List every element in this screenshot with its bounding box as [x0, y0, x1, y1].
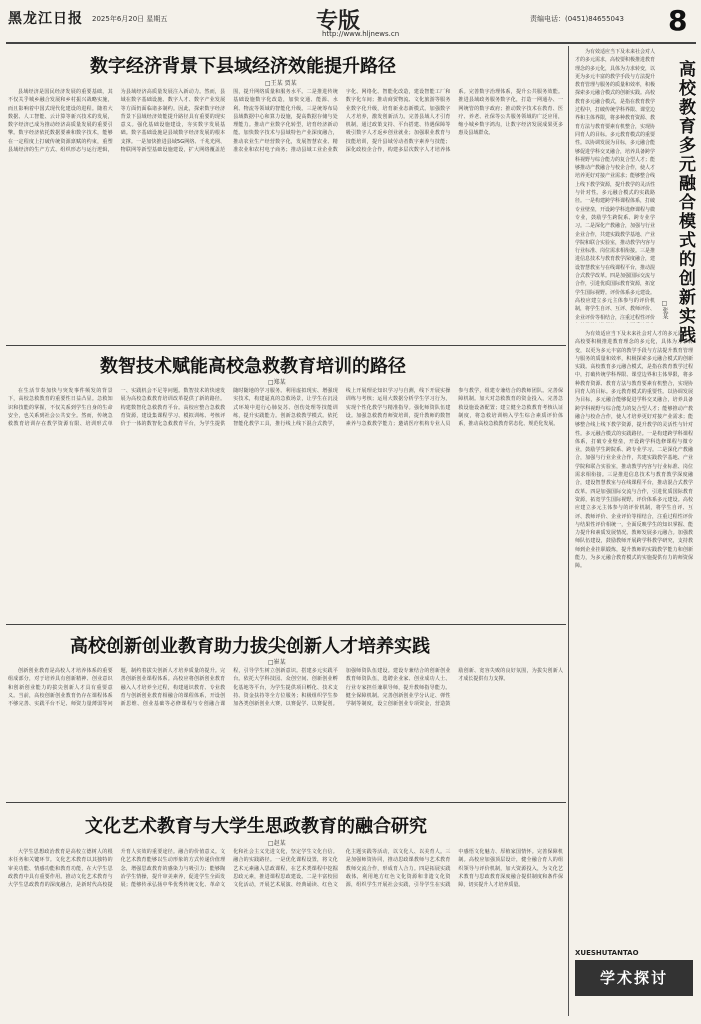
article-2-body-bottom [575, 330, 693, 940]
article-4-title: 高校创新创业教育助力拔尖创新人才培养实践 [70, 636, 430, 657]
section-title: 专版 [316, 8, 361, 34]
article-5-byline: □赵某 [268, 840, 286, 847]
article-2-byline: □张某 [661, 300, 668, 319]
article-5-title: 文化艺术教育与大学生思政教育的融合研究 [85, 816, 427, 837]
article-5-text: 大学生思想政治教育是高校立德树人的根本任务和关键环节。文化艺术教育以其独特的审美功能、情感功能和教育功能，在大学生思政教育中具有重要作用。推动文化艺术教育与大学生思政教育的深度融合，是新时代高校提升育人实效的重要途径。融合的价值意义。文化艺术教育能够以生动形象的方式传递价值理念，增强思政教育的感染力与吸引力；能够陶冶学生情操，提升审美素养，促进学生全面发展；能够传承弘扬中华优秀传统文化、革命文化和社会主义先进文化，坚定学生文化自信。融合的实践路径。一是优化课程设置，将文化艺术元素融入思政课程，在艺术类课程中挖掘思政元素，推进课程思政建设。二是丰富校园文化活动，开展艺术展演、经典诵读、红色文化主题实践等活动，以文化人、以美育人。三是加强师资协同，推动思政课教师与艺术教育教师交流合作，形成育人合力。四是拓展实践载体，利用地方红色文化资源和非遗文化资源，组织学生开展社会实践，引导学生在实践中感悟文化魅力、厚植家国情怀。完善保障机制。高校应加强顶层设计，健全融合育人的组织领导与评价机制，加大资源投入，为文化艺术教育与思政教育深度融合提供制度和条件保障，切实提升人才培养质量。 [8, 849, 563, 889]
divider [6, 802, 566, 803]
masthead [0, 0, 701, 46]
editor-phone: 责编电话：(0451)84655043 [530, 15, 624, 23]
divider [6, 345, 566, 346]
article-1-byline: □王某 贾某 [265, 80, 297, 87]
article-4-byline: □崔某 [268, 659, 286, 666]
article-2-title: 高校教育多元融合模式的创新实践 [675, 60, 695, 345]
masthead-divider [6, 42, 696, 44]
column-divider [568, 46, 569, 1016]
article-2-text: 为有效适应当下及未来社会对人才的多元需求，高校要积极推进教育理念的多元化，具体为力求转变，以更为多元丰富的教学手段与方法提升教育管理与服务的质量和效率，积极探索多元融合模式的创新实践。高校教育多元融合模式，是指在教育教学过程中，打破传统学科界限、课堂边界和主体界限，将多种教育资源、教育方法与教育要素有机整合，实现协同育人的目标。多元教育模式的重要性。以协调发展为目标，多元融合能够促进学科交叉融合，培养具备跨学科视野与综合能力的复合型人才；能够推动产教融合与校企合作，使人才培养更好对接产业需求；能够整合线上线下教学资源，提升教学的灵活性与针对性。多元融合模式的实践路径。一是构建跨学科课程体系，打破专业壁垒，开设跨学科选修课程与微专业，鼓励学生跨院系、跨专业学习。二是深化产教融合，加强与行业企业合作，共建实践教学基地、产业学院和联合实验室，推动教学内容与行业标准、岗位需求相衔接。三是推进信息技术与教育教学深度融合，建设智慧教室与在线课程平台，推动混合式教学改革。四是加强国际交流与合作，引进优质国际教育资源，拓宽学生国际视野。评价体系多元建设。高校应建立多元主体参与的评价机制，将学生自评、互评、教师评价、企业评价等相结合，注重过程性评价 [575, 49, 655, 321]
section-label-box: 学术探讨 [575, 960, 693, 996]
article-1-body [8, 88, 563, 343]
article-1-text: 县域经济是国民经济发展的重要基础，其不仅关乎城乡融合发展和乡村振兴战略实施，而且影响着中国式现代化建设的进程。随着大数据、人工智能、云计算等新兴技术的发展，数字经济已成为推动经济高质量发展的重要引擎。数字经济依托数据要素和数字技术，能够在一定程度上打破传统资源禀赋的约束，重塑县域经济的生产方式、组织形态与运行逻辑，为县域经济高质量发展注入新动力。然而，县域在数字基础设施、数字人才、数字产业发展等方面仍面临诸多制约。因此，探索数字经济背景下县域经济效能提升路径具有重要的现实意义。强化基础设施建设，夯实数字发展基础。数字基础设施是县域数字经济发展的根本支撑。一是加快推进县域5G网络、千兆光网、物联网等新型基础设施建设，扩大网络覆盖范围，提升网络质量和服务水平。二是推进传统基础设施数字化改造，加快交通、能源、水利、物流等领域的智能化升级。三是统筹布局县域数据中心和算力设施，提高数据存储与处理能力。推动产业数字化转型，培育经济新动能。加快数字技术与县域特色产业深度融合，推动农业生产经营数字化，发展智慧农业、精准农业和农村电子商务；推动县域工业企业数字化、网络化、智能化改造，建设智能工厂和数字化车间；推动商贸物流、文化旅游等服务业数字化升级，培育新业态新模式。加强数字人才培养，激发创新活力。完善县域人才引育机制，通过政策支持、平台搭建、待遇保障等吸引数字人才返乡创业就业；加强职业教育与技能培训，提升县域劳动者数字素养与技能；深化政校企合作，构建多层次数字人才培养体系。完善数字治理体系，提升公共服务效能。推进县域政务服务数字化，打造一网通办、一网统管的数字政府；推动数字技术在教育、医疗、养老、社保等公共服务领域的广泛应用，缩小城乡数字鸿沟，让数字经济发展成果更多惠及县域群众。 [8, 89, 563, 154]
article-5-body [8, 848, 563, 1018]
newspaper-logo: 黑龙江日报 [8, 11, 83, 27]
article-2-body-top [575, 48, 655, 323]
article-3-body [8, 387, 563, 622]
article-3-byline: □郑某 [268, 379, 286, 386]
page-number: 8 [668, 4, 688, 37]
article-3-text: 在生活节奏加快与突发事件频发的背景下，高校急救教育的重要性日益凸显。急救知识和技能的掌握，不仅关系到学生自身的生命安全，也关系到社会公共安全。然而，传统急救教育培训存在教学资源有限、培训形式单一、实践机会不足等问题。数智技术的快速发展为高校急救教育培训改革提供了新的路径。构建数智化急救教育平台。高校应整合急救教育资源，建设集课程学习、模拟训练、考核评价于一体的数智化急救教育平台，为学生提供随时随地的学习服务。利用虚拟现实、增强现实技术，构建逼真的急救场景，让学生在沉浸式环境中进行心肺复苏、创伤处理等技能训练，提升实践能力。创新急救教学模式。依托智能化教学工具，推行线上线下混合式教学，线上开展理论知识学习与自测，线下开展实操训练与考核；运用大数据分析学生学习行为，实现个性化教学与精准指导。强化师资队伍建设。加强急救教育师资培训，提升教师的数智素养与急救教学能力；邀请医疗机构专业人员参与教学，组建专兼结合的教师团队。完善保障机制。加大对急救教育的资金投入，完善急救设施设备配置；建立健全急救教育考核认证制度，将急救培训纳入学生综合素质评价体系，推动高校急救教育常态化、规范化发展。 [8, 388, 563, 428]
article-3-title: 数智技术赋能高校急救教育培训的路径 [100, 356, 406, 377]
website-link[interactable]: http://www.hljnews.cn [322, 30, 400, 38]
divider [6, 624, 566, 625]
article-2-text-continued: 为有效适应当下及未来社会对人才的多元需求，高校要积极推进教育理念的多元化，具体为力求转变，以更为多元丰富的教学手段与方法提升教育管理与服务的质量和效率，积极探索多元融合模式的创新实践。高校教育多元融合模式，是指在教育教学过程中，打破传统学科界限、课堂边界和主体界限，将多种教育资源、教育方法与教育要素有机整合，实现协同育人的目标。多元教育模式的重要性。以协调发展为目标，多元融合能够促进学科交叉融合，培养具备跨学科视野与综合能力的复合型人才；能够推动产教融合与校企合作，使人才培养更好对接产业需求；能够整合线上线下教学资源，提升教学的灵活性与针对性。多元融合模式的实践路径。一是构建跨学科课程体系，打破专业壁垒，开设跨学科选修课程与微专业，鼓励学生跨院系、跨专业学习。二是深化产教融合，加强与行业企业合作，共建实践教学基地、产业学院和联合实验室，推动教学内容与行业标准、岗位需求相衔接。三是推进信息技术与教育教学深度融合，建设智慧教室与在线课程平台，推动混合式教学改革。四是加强国际交流与合作，引进优质国际教育资源，拓宽学生国际视野。评价体系多元建设。高校应建立多元主体参与的评价机制，将学生自评、互评、教师评价、企业评价等相结合，注重过程性评价与结果性评价相统一，全面反映学生的知识掌握、能力提升和素质发展情况。教师发展多元融合。加强教师队伍建设，鼓励教师开展跨学科教学研究，支持教师到企业挂职锻炼，提升教师的实践教学能力和创新能力，为多元融合教育模式的实施提供有力的师资保障。 [575, 331, 693, 570]
issue-date: 2025年6月20日 星期五 [92, 15, 168, 23]
article-4-text: 创新创业教育是高校人才培养体系的重要组成部分，对于培养具有创新精神、创业意识和创新创业能力的拔尖创新人才具有重要意义。当前，高校创新创业教育仍存在课程体系不够完善、实践平台不足、师资力量薄弱等问题，制约着拔尖创新人才培养质量的提升。完善创新创业课程体系。高校应将创新创业教育融入人才培养全过程，构建通识教育、专业教育与创新创业教育相融合的课程体系，开设创新思维、创业基础等必修课程与专创融合课程，引导学生树立创新意识。搭建多元实践平台。依托大学科技园、众创空间、创新创业孵化基地等平台，为学生提供项目孵化、技术支持、资金扶持等全方位服务；积极组织学生参加各类创新创业大赛，以赛促学、以赛促创。加强师资队伍建设。建设专兼结合的创新创业教育师资队伍，选聘企业家、创业成功人士、行业专家担任兼职导师，提升教师指导能力。健全保障机制。完善创新创业学分认定、弹性学制等制度，设立创新创业专项资金，营造鼓励创新、宽容失败的良好氛围，为拔尖创新人才成长提供有力支撑。 [8, 668, 563, 708]
section-label-en: XUESHUTANTAO [575, 949, 639, 957]
article-4-body [8, 667, 563, 799]
article-1-title: 数字经济背景下县域经济效能提升路径 [90, 56, 396, 77]
